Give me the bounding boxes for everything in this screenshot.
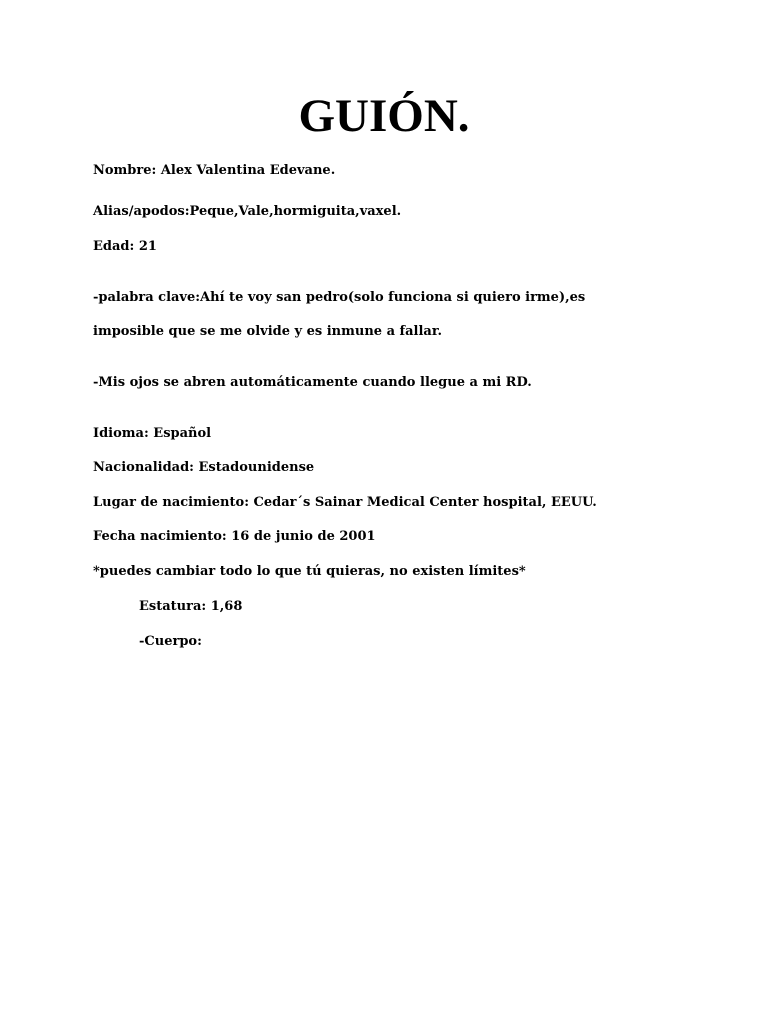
keyword-line: -palabra clave:Ahí te voy san pedro(solo funciona si quiero irme),es: [93, 290, 586, 305]
alias-line: Alias/apodos:Peque,Vale,hormiguita,vaxel.: [93, 204, 402, 219]
keyword-continuation-line: imposible que se me olvide y es inmune a fallar.: [93, 324, 443, 339]
note-line: *puedes cambiar todo lo que tú quieras, no existen límites*: [93, 564, 526, 579]
birthdate-line: Fecha nacimiento: 16 de junio de 2001: [93, 529, 376, 544]
document-title: GUIÓN.: [298, 90, 470, 142]
name-line: Nombre: Alex Valentina Edevane.: [93, 163, 336, 178]
eyes-line: -Mis ojos se abren automáticamente cuando llegue a mi RD.: [93, 375, 532, 390]
birthplace-line: Lugar de nacimiento: Cedar´s Sainar Medical Center hospital, EEUU.: [93, 495, 597, 510]
body-line: -Cuerpo:: [139, 634, 202, 649]
nationality-line: Nacionalidad: Estadounidense: [93, 460, 315, 475]
language-line: Idioma: Español: [93, 426, 212, 441]
height-line: Estatura: 1,68: [139, 599, 243, 614]
age-line: Edad: 21: [93, 239, 157, 254]
